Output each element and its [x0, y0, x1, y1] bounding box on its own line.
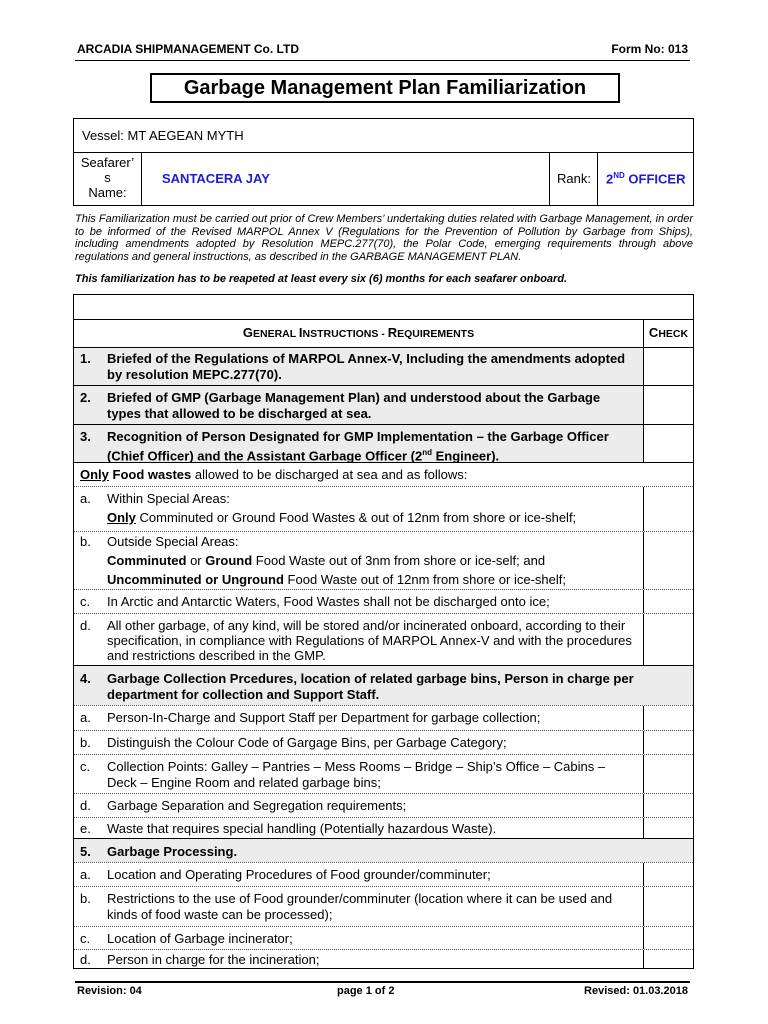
- checklist-row: [74, 385, 693, 424]
- row-text: Restrictions to the use of Food grounder/comminuter (location where it can be used and kinds of food waste can be processed);: [107, 891, 613, 922]
- checklist-table: [73, 294, 694, 969]
- row-number: 3.: [80, 429, 91, 444]
- form-number: Form No: 013: [611, 42, 688, 56]
- row-letter: a.: [80, 491, 91, 506]
- document-title: Garbage Management Plan Familiarization: [150, 73, 620, 103]
- row-letter: c.: [80, 931, 91, 946]
- header-check: [643, 320, 693, 347]
- row-text: Person in charge for the incineration;: [107, 952, 320, 967]
- check-cell[interactable]: [643, 706, 693, 730]
- rank-value-cell: [598, 153, 693, 205]
- checklist-row: [74, 486, 693, 531]
- checklist-row: [74, 817, 693, 838]
- checklist-row: [74, 424, 693, 462]
- row-text: In Arctic and Antarctic Waters, Food Wastes shall not be discharged onto ice;: [107, 594, 550, 609]
- page-number: page 1 of 2: [337, 985, 395, 997]
- hdr-nstructions: NSTRUCTIONS -: [302, 328, 388, 340]
- row-content: [74, 839, 693, 862]
- row-text: Garbage Collection Prcedures, location of related garbage bins, Person in charge per department for collection and Support Staff.: [107, 671, 634, 702]
- or-text: or: [186, 553, 206, 568]
- check-cell[interactable]: [643, 950, 693, 969]
- check-cell[interactable]: [643, 794, 693, 817]
- row-text: Person-In-Charge and Support Staff per Department for garbage collection;: [107, 710, 541, 725]
- hdr-equirements: EQUIREMENTS: [397, 328, 475, 340]
- row-letter: c.: [80, 759, 91, 774]
- check-cell[interactable]: [643, 425, 693, 462]
- row-superscript: nd: [422, 447, 432, 457]
- rank-value: [606, 171, 685, 186]
- row-content: [74, 794, 643, 817]
- section-row: [74, 665, 693, 705]
- row-text: Briefed of the Regulations of MARPOL Annex-V, Including the amendments adopted by resolution MEPC.277(70).: [107, 351, 626, 382]
- seafarer-label-line: Name:: [88, 185, 127, 200]
- food-waste-row: [74, 462, 693, 486]
- check-cell[interactable]: [643, 614, 693, 665]
- checklist-row: [74, 730, 693, 754]
- vessel-row: [74, 119, 693, 153]
- blank-row: [74, 295, 693, 319]
- page-footer: [75, 985, 690, 1001]
- intro-paragraph: This Familiarization must be carried out prior of Crew Members’ undertaking duties related with Garbage Management, in order to be informed of the Revised MARPOL Annex V (Regulations for the Prevention of Pollution by Garbage from Ships), including amendments adopted by Resolution MEPC.277(70), the Polar Code, emerging requirements through above regulations and general instructions, as described in the GARBAGE MANAGEMENT PLAN.: [75, 213, 693, 263]
- seafarer-name: SANTACERA JAY: [162, 171, 270, 186]
- row-content: [74, 463, 693, 486]
- row-content: [74, 731, 643, 754]
- footer-divider: [75, 981, 690, 983]
- vessel-value: MT AEGEAN MYTH: [127, 128, 244, 143]
- check-cell[interactable]: [643, 755, 693, 793]
- row-text-a: Recognition of Person Designated for GMP Implementation – the Garbage Officer (Chief Officer) and the Assistant Garbage Officer (2: [107, 429, 609, 463]
- revised-date: Revised: 01.03.2018: [584, 985, 688, 997]
- checklist-row: [74, 886, 693, 926]
- row-text-rest: Food Waste out of 3nm from shore or ice-self; and: [252, 553, 546, 568]
- seafarer-label: [74, 153, 142, 205]
- table-header-row: [74, 319, 693, 347]
- check-cell[interactable]: [643, 348, 693, 385]
- row-text: Collection Points: Galley – Pantries – Mess Rooms – Bridge – Ship’s Office – Cabins – Deck – Engine Room and related garbage bins;: [107, 759, 606, 790]
- seafarer-label-line: s: [104, 170, 111, 185]
- checklist-row: [74, 862, 693, 886]
- header-instructions: [74, 320, 643, 347]
- row-text: Distinguish the Colour Code of Gargage Bins, per Garbage Category;: [107, 735, 507, 750]
- row-text: Garbage Separation and Segregation requirements;: [107, 798, 407, 813]
- row-text: [107, 510, 637, 526]
- row-letter: d.: [80, 952, 91, 967]
- checklist-row: [74, 531, 693, 589]
- row-content: [74, 487, 643, 531]
- row-content: [74, 532, 643, 589]
- food-wastes-label: Food wastes: [108, 467, 192, 482]
- row-text: [107, 553, 637, 569]
- row-content: [74, 887, 643, 926]
- row-letter: e.: [80, 821, 91, 836]
- row-number: 1.: [80, 351, 91, 366]
- hdr-r: R: [387, 325, 398, 340]
- hdr-g: G: [242, 325, 253, 340]
- seafarer-name-cell: [142, 153, 550, 205]
- row-text: Location of Garbage incinerator;: [107, 931, 293, 946]
- checklist-row: [74, 793, 693, 817]
- row-content: [74, 755, 643, 793]
- header-check-text: [649, 325, 688, 340]
- row-text-rest: Comminuted or Ground Food Wastes & out of 12nm from shore or ice-shelf;: [135, 510, 577, 525]
- row-letter: b.: [80, 891, 91, 906]
- row-text: [107, 429, 637, 463]
- row-content: [74, 950, 643, 969]
- row-content: [74, 706, 643, 730]
- row-letter: d.: [80, 618, 91, 633]
- only-label: Only: [80, 467, 109, 482]
- row-letter: a.: [80, 710, 91, 725]
- row-content: [74, 348, 643, 385]
- row-text: All other garbage, of any kind, will be stored and/or incinerated onboard, according to their specification, in compliance with Regulations of MARPOL Annex-V and with the procedures and restrictions described in the GMP.: [107, 618, 632, 663]
- comminuted-label: Comminuted: [107, 553, 187, 568]
- row-text: Garbage Processing.: [107, 844, 238, 859]
- hdr-heck: HECK: [658, 328, 689, 340]
- company-name: ARCADIA SHIPMANAGEMENT Co. LTD: [77, 42, 299, 56]
- check-cell[interactable]: [643, 386, 693, 424]
- row-number: 4.: [80, 671, 91, 686]
- seafarer-label-line: Seafarer’: [80, 155, 135, 170]
- row-text-rest: Food Waste out of 12nm from shore or ice-shelf;: [283, 572, 566, 587]
- check-cell[interactable]: [643, 731, 693, 754]
- rank-suffix: OFFICER: [624, 171, 686, 187]
- rank-label-cell: [550, 153, 598, 205]
- row-text: Location and Operating Procedures of Food grounder/comminuter;: [107, 867, 491, 882]
- row-number: 5.: [80, 844, 91, 859]
- checklist-row: [74, 613, 693, 665]
- check-cell[interactable]: [643, 590, 693, 613]
- hdr-c: C: [648, 325, 659, 340]
- food-wastes-rest: allowed to be discharged at sea and as follows:: [191, 467, 468, 482]
- rank-superscript: ND: [613, 171, 625, 180]
- section-row: [74, 838, 693, 862]
- check-cell[interactable]: [643, 818, 693, 838]
- checklist-row: [74, 705, 693, 730]
- row-letter: b.: [80, 534, 91, 549]
- rank-prefix: 2: [606, 171, 614, 187]
- revision-number: Revision: 04: [77, 985, 142, 997]
- check-cell[interactable]: [643, 532, 693, 589]
- check-cell[interactable]: [643, 487, 693, 531]
- row-text: Within Special Areas:: [107, 491, 230, 506]
- uncomminuted-label: Uncomminuted or Unground: [107, 572, 284, 587]
- checklist-row: [74, 926, 693, 949]
- header-instructions-text: [243, 325, 474, 340]
- only-label: Only: [107, 510, 136, 525]
- row-content: [74, 386, 643, 424]
- row-text: Waste that requires special handling (Potentially hazardous Waste).: [107, 821, 497, 836]
- check-cell[interactable]: [643, 927, 693, 949]
- rank-label: Rank:: [557, 171, 591, 186]
- row-content: [74, 425, 643, 462]
- vessel-label: Vessel:: [82, 128, 124, 143]
- row-number: 2.: [80, 390, 91, 405]
- check-cell[interactable]: [643, 863, 693, 886]
- row-letter: c.: [80, 594, 91, 609]
- ground-label: Ground: [205, 553, 253, 568]
- row-text: Briefed of GMP (Garbage Management Plan) and understood about the Garbage types that allowed to be discharged at sea.: [107, 390, 601, 421]
- row-text: [80, 467, 687, 483]
- row-letter: a.: [80, 867, 91, 882]
- row-content: [74, 590, 643, 613]
- hdr-eneral: ENERAL: [253, 328, 299, 340]
- row-content: [74, 863, 643, 886]
- checklist-row: [74, 949, 693, 969]
- checklist-row: [74, 589, 693, 613]
- row-text-b: Engineer).: [431, 447, 500, 463]
- blank-cell: [74, 295, 693, 319]
- row-content: [74, 614, 643, 665]
- row-content: [74, 927, 643, 949]
- vessel-field: [82, 128, 244, 143]
- row-letter: b.: [80, 735, 91, 750]
- row-content: [74, 818, 643, 838]
- row-content: [74, 666, 693, 705]
- row-text: [107, 572, 637, 588]
- checklist-row: [74, 754, 693, 793]
- row-text: Outside Special Areas:: [107, 534, 239, 549]
- checklist-row: [74, 347, 693, 385]
- check-cell[interactable]: [643, 887, 693, 926]
- row-letter: d.: [80, 798, 91, 813]
- page-header: [75, 42, 690, 58]
- frequency-note: This familiarization has to be reapeted at least every six (6) months for each seafarer onboard.: [75, 273, 568, 285]
- vessel-info-box: [73, 118, 694, 206]
- header-divider: [75, 60, 690, 61]
- hdr-i: I: [298, 325, 303, 340]
